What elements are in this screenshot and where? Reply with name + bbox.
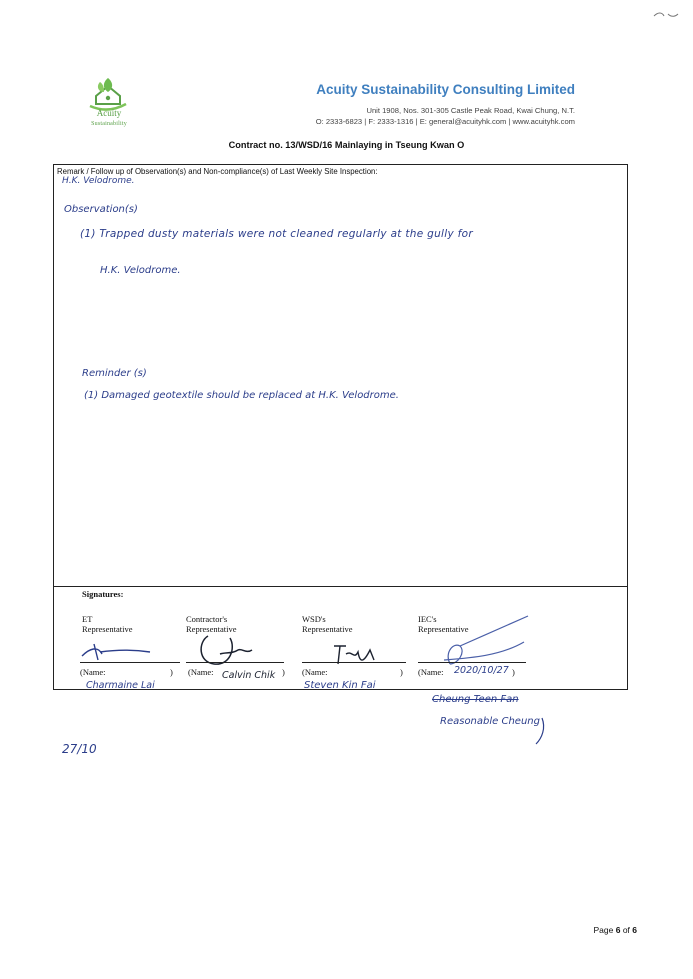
iec-name-flourish-icon (532, 716, 552, 746)
wsd-name-value: Steven Kin Fai (304, 680, 376, 691)
et-name-value: Charmaine Lai (86, 680, 155, 691)
iec-replacement-name: Reasonable Cheung (440, 716, 540, 727)
et-name-label: (Name: (80, 667, 106, 677)
logo-subtext: Sustainability (91, 121, 127, 127)
contractor-name-close: ) (282, 667, 285, 677)
role-line: ET (82, 614, 93, 624)
role-line: Representative (418, 624, 469, 634)
inspection-form-box (53, 164, 628, 690)
contract-title: Contract no. 13/WSD/16 Mainlaying in Tseung Kwan O (228, 140, 465, 150)
et-signature-icon (80, 640, 160, 664)
signature-divider (53, 586, 628, 587)
role-line: WSD's (302, 614, 326, 624)
role-line: Representative (186, 624, 237, 634)
page-number (594, 925, 638, 935)
handwritten-reminder-1: (1) Damaged geotextile should be replaced at H.K. Velodrome. (84, 390, 399, 401)
signature-role-et (82, 614, 133, 634)
wsd-name-label: (Name: (302, 667, 328, 677)
role-line: Representative (82, 624, 133, 634)
et-name-close: ) (170, 667, 173, 677)
contractor-name-label: (Name: (188, 667, 214, 677)
signature-role-wsd (302, 614, 353, 634)
handwritten-observation-1-cont: H.K. Velodrome. (100, 265, 181, 276)
role-line: Representative (302, 624, 353, 634)
page-of: of (620, 925, 633, 935)
company-address: Unit 1908, Nos. 301-305 Castle Peak Road, Kwai Chung, N.T. (366, 106, 575, 115)
contractor-signature-line (186, 662, 284, 663)
handwritten-observation-1: (1) Trapped dusty materials were not cleaned regularly at the gully for (80, 228, 473, 240)
iec-signed-date: 2020/10/27 (454, 665, 509, 676)
page-prefix: Page (593, 925, 616, 935)
handwritten-observations-heading: Observation(s) (64, 204, 138, 215)
handwritten-reminder-heading: Reminder (s) (82, 368, 147, 379)
wsd-signature-line (302, 662, 406, 663)
page-current: 6 (615, 925, 621, 935)
signatures-title: Signatures: (82, 589, 124, 599)
role-line: Contractor's (186, 614, 228, 624)
signature-role-contractor (186, 614, 237, 634)
iec-signature-line (418, 662, 526, 663)
et-signature-line (80, 662, 180, 663)
page-total: 6 (632, 925, 637, 935)
company-contact: O: 2333-6823 | F: 2333-1316 | E: general@acuityhk.com | www.acuityhk.com (315, 117, 575, 126)
role-line: IEC's (418, 614, 437, 624)
wsd-name-close: ) (400, 667, 403, 677)
iec-struck-name: Cheung Teen Fan (432, 694, 519, 705)
remark-label: Remark / Follow up of Observation(s) and Non-compliance(s) of Last Weekly Site Inspection: (57, 167, 378, 176)
scan-mark-icon (652, 10, 680, 20)
wsd-signature-icon (330, 640, 390, 668)
contractor-name-value: Calvin Chik (222, 670, 276, 681)
handwritten-site: H.K. Velodrome. (62, 176, 135, 186)
iec-name-close: ) (512, 667, 515, 677)
company-name: Acuity Sustainability Consulting Limited (316, 82, 575, 97)
logo-text: Acuity (96, 108, 122, 118)
logo-wordmark (72, 108, 146, 130)
iec-name-label: (Name: (418, 667, 444, 677)
handwritten-date-note: 27/10 (62, 742, 97, 756)
iec-signature-icon (420, 612, 540, 668)
